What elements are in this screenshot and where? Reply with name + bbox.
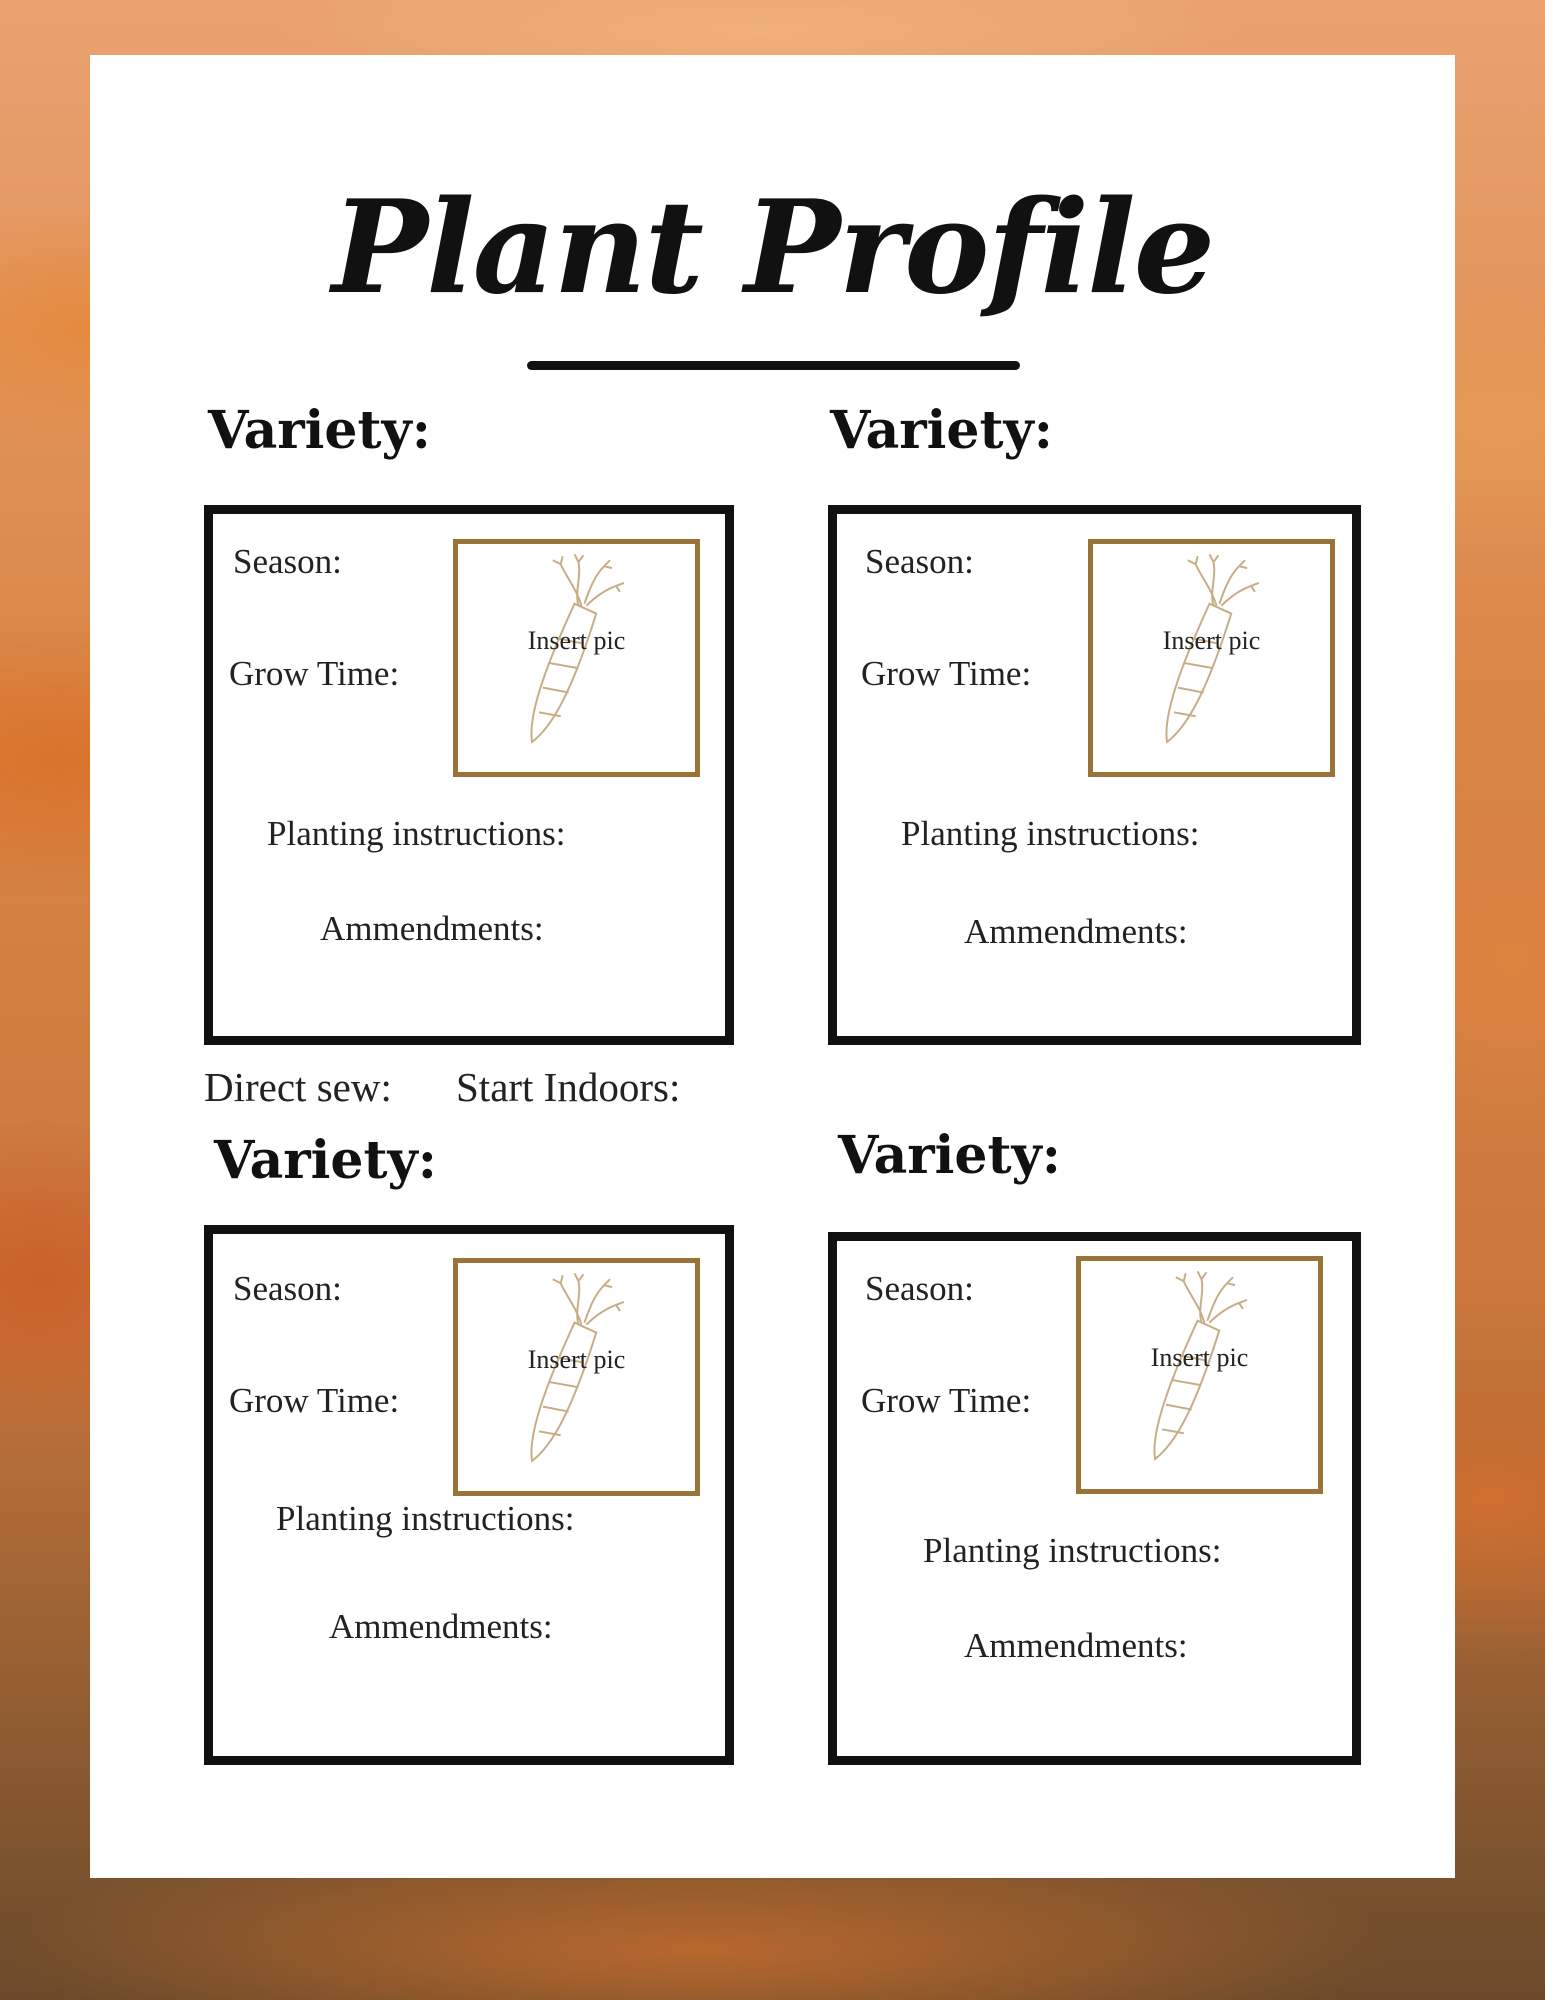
carrot-illustration-icon [458, 544, 695, 772]
plant-profile-sheet [90, 55, 1455, 1878]
planting-instructions-label: Planting instructions: [267, 814, 566, 853]
picture-placeholder[interactable] [453, 1258, 700, 1496]
picture-placeholder[interactable] [1088, 539, 1335, 777]
direct-sew-label: Direct sew: [204, 1064, 392, 1110]
amendments-label: Ammendments: [964, 912, 1188, 951]
season-label: Season: [233, 542, 342, 581]
insert-pic-label: Insert pic [527, 1345, 626, 1374]
insert-pic-label: Insert pic [1150, 1343, 1249, 1372]
season-label: Season: [865, 1269, 974, 1308]
amendments-label: Ammendments: [320, 909, 544, 948]
season-label: Season: [233, 1269, 342, 1308]
variety-heading-3: Variety: [214, 1130, 437, 1191]
picture-placeholder[interactable] [1076, 1256, 1323, 1494]
variety-heading-1: Variety: [208, 400, 431, 461]
grow-time-label: Grow Time: [861, 1381, 1032, 1420]
planting-instructions-label: Planting instructions: [901, 814, 1200, 853]
grow-time-label: Grow Time: [861, 654, 1032, 693]
title-underline [527, 361, 1020, 370]
plant-card-1 [204, 505, 734, 1045]
carrot-illustration-icon [1093, 544, 1330, 772]
amendments-label: Ammendments: [329, 1607, 553, 1646]
picture-placeholder[interactable] [453, 539, 700, 777]
grow-time-label: Grow Time: [229, 654, 400, 693]
planting-instructions-label: Planting instructions: [923, 1531, 1222, 1570]
planting-instructions-label: Planting instructions: [276, 1499, 575, 1538]
carrot-illustration-icon [1081, 1261, 1318, 1489]
plant-card-2 [828, 505, 1361, 1045]
start-indoors-label: Start Indoors: [456, 1064, 681, 1110]
season-label: Season: [865, 542, 974, 581]
plant-card-3 [204, 1225, 734, 1765]
carrot-illustration-icon [458, 1263, 695, 1491]
page-title: Plant Profile [331, 173, 1214, 323]
insert-pic-label: Insert pic [527, 626, 626, 655]
insert-pic-label: Insert pic [1162, 626, 1261, 655]
plant-card-4 [828, 1232, 1361, 1765]
amendments-label: Ammendments: [964, 1626, 1188, 1665]
variety-heading-4: Variety: [838, 1125, 1061, 1186]
variety-heading-2: Variety: [830, 400, 1053, 461]
grow-time-label: Grow Time: [229, 1381, 400, 1420]
